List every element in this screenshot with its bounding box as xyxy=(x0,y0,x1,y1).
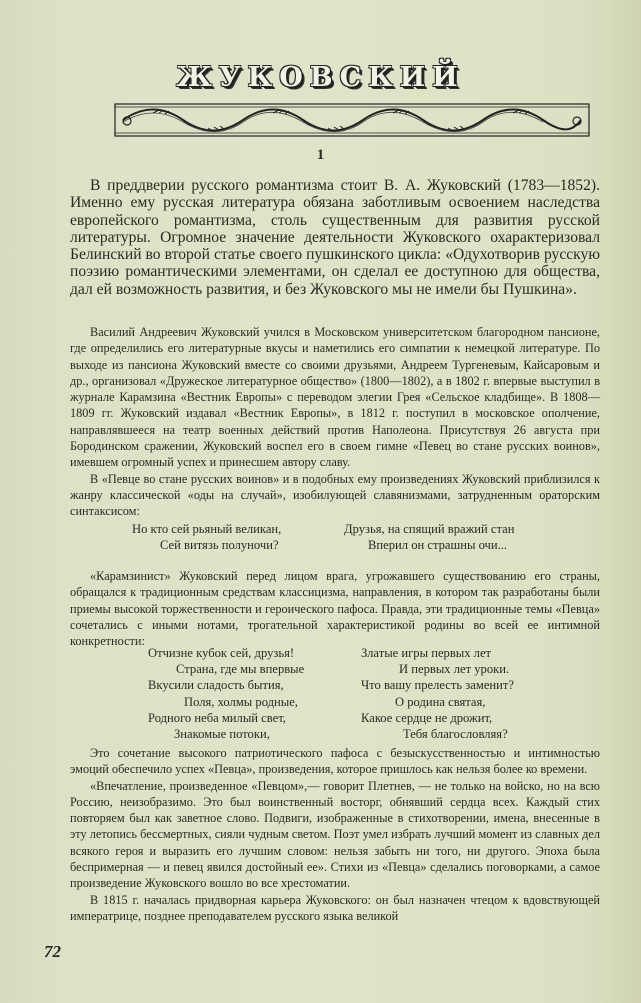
paragraph: «Впечатление, произведенное «Певцом»,— говорит Плетнев, — не только на войско, но на всю Россию, неизобразимо. Это был воинственный восторг, обнявший сердца всех. Каждый стих повторяем был как заветное слово. Подвиги, изображенные в стихотворении, имена, внесенные в эту летопись бессмертных, сияли чудным светом. Поэт умел избрать лучший момент из славных дел всякого героя и выразить его лучшим словом: нельзя забыть ни того, ни другого. Эпоха была беспримерная — и певец явился достойный ее». Стихи из «Певца» сделались поговорками, а самое произведение Жуковского вошло во все хрестоматии. xyxy=(70,778,600,891)
poem-line: Родного неба милый свет, xyxy=(148,710,286,725)
poem-1-left-column xyxy=(132,521,281,553)
paragraph: В 1815 г. началась придворная карьера Жуковского: он был назначен чтецом к вдовствующей императрице, позднее преподавателем русского языка великой xyxy=(70,892,600,923)
poem-line: О родина святая, xyxy=(395,694,486,709)
paragraph: В «Певце во стане русских воинов» и в подобных ему произведениях Жуковский приблизился к жанру классической «оды на случай», изобилующей славянизмами, затрудненным ораторским синтаксисом: xyxy=(70,471,600,519)
poem-line: Отчизне кубок сей, друзья! xyxy=(148,646,295,660)
chapter-title: ЖУКОВСКИЙ xyxy=(176,62,465,93)
lead-paragraph-block xyxy=(70,177,600,298)
body-block-2 xyxy=(70,568,600,649)
poem-line: Какое сердце не дрожит, xyxy=(361,710,493,725)
poem-line: Знакомые потоки, xyxy=(174,727,270,742)
paragraph: Это сочетание высокого патриотического пафоса с безыскусственностью и интимностью эмоций обеспечило успех «Певца», произведения, которое пришлось как нельзя более ко времени. xyxy=(70,746,600,777)
poem-line: Сей витязь полуночи? xyxy=(160,538,279,553)
poem-line: Вперил он страшны очи... xyxy=(368,538,508,553)
lead-paragraph: В преддверии русского романтизма стоит В. А. Жуковский (1783—1852). Именно ему русская литература обязана заботливым освоением наследства европейского романтизма, столь существенным для развития русской литературы. Огромное значение деятельности Жуковского охарактеризовал Белинский во второй статье своего пушкинского цикла: «Одухотворив русскую поэзию романтическими элементами, он сделал ее доступною для общества, дал ей возможность развития, и без Жуковского мы не имели бы Пушкина». xyxy=(70,177,600,298)
body-block-1 xyxy=(70,324,600,520)
poem-line: Тебя благословляя? xyxy=(403,727,508,742)
poem-1-right-column xyxy=(344,521,515,553)
poem-2-right-column xyxy=(361,645,514,742)
decorative-vine-border xyxy=(113,101,591,139)
section-number: 1 xyxy=(316,147,325,163)
poem-line: Друзья, на спящий вражий стан xyxy=(344,522,515,536)
poem-2-left-column xyxy=(148,645,304,742)
page-number: 72 xyxy=(44,942,61,961)
paragraph: Василий Андреевич Жуковский учился в Московском университетском благородном пансионе, где определились его литературные вкусы и наметились его симпатии к немецкой литературе. По выходе из пансиона Жуковский вместе со своими друзьями, Андреем Тургеневым, Кайсаровым и др., организовал «Дружеское литературное общество» (1800—1802), а в 1802 г. впервые выступил в журнале Карамзина «Вестник Европы» с переводом элегии Грея «Сельское кладбище». В 1808—1809 гг. Жуковский издавал «Вестник Европы», в 1812 г. поступил в московское ополчение, направлявшееся на театр военных действий против Наполеона. Присутствуя 26 августа при Бородинском сражении, Жуковский воспел его в своем гимне «Певец во стане русских воинов», имевшем огромный успех и принесшем автору славу. xyxy=(70,325,600,470)
poem-line: Вкусили сладость бытия, xyxy=(148,678,284,693)
paragraph: «Карамзинист» Жуковский перед лицом врага, угрожавшего существованию его страны, обращался к традиционным средствам классицизма, направления, в котором так разработаны были приемы высокой торжественности и героического пафоса. Правда, эти традиционные темы «Певца» сочетались с иными нотами, трогательной характеристикой родины во всей ее интимной конкретности: xyxy=(70,569,600,649)
poem-line: И первых лет уроки. xyxy=(399,662,510,677)
poem-line: Поля, холмы родные, xyxy=(184,694,298,709)
poem-line: Страна, где мы впервые xyxy=(176,662,305,677)
poem-line: Что вашу прелесть заменит? xyxy=(361,678,514,693)
body-block-3 xyxy=(70,745,600,924)
poem-line: Но кто сей рьяный великан, xyxy=(132,522,282,536)
poem-line: Златые игры первых лет xyxy=(361,646,492,660)
